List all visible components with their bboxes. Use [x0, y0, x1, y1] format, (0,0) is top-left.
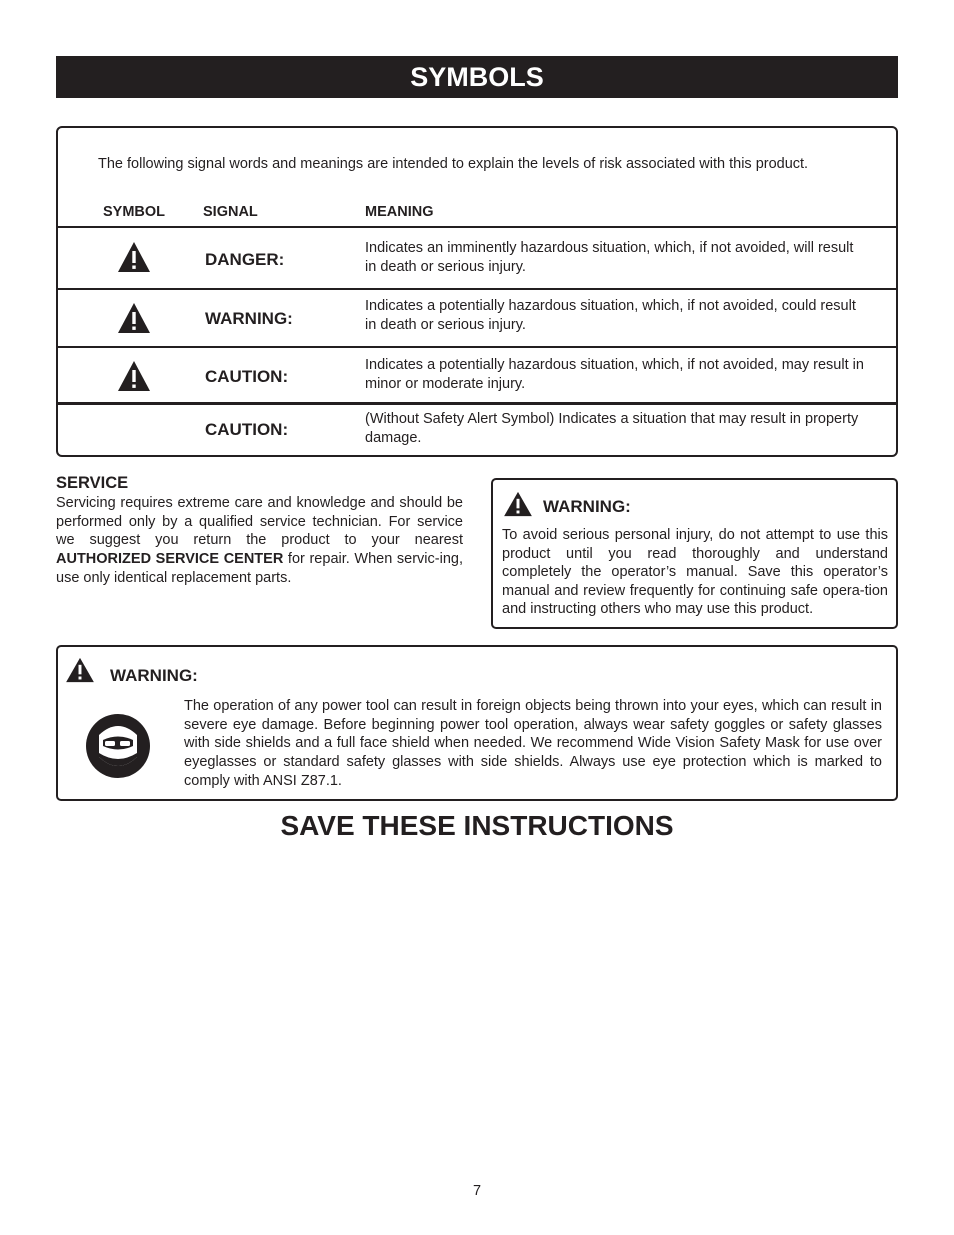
signal-word: WARNING: — [205, 309, 293, 328]
signal-word: DANGER: — [205, 250, 285, 269]
service-text-part: Servicing requires extreme care and knowledge and should be performed only by a qualified service technician. For service we suggest you return the product to your nearest — [56, 495, 463, 549]
symbols-intro: The following signal words and meanings are intended to explain the levels of risk associated with this product. — [98, 156, 809, 172]
service-heading: SERVICE — [56, 474, 129, 492]
header-signal: SIGNAL — [203, 204, 258, 220]
table-row-caution-no-symbol — [58, 402, 896, 458]
signal-word: CAUTION: — [205, 420, 289, 439]
table-row-danger — [58, 226, 896, 288]
warning-heading: WARNING: — [543, 497, 631, 516]
signal-meaning: Indicates a potentially hazardous situation, which, if not avoided, could result in death or serious injury. — [365, 298, 856, 333]
signal-meaning: Indicates a potentially hazardous situation, which, if not avoided, may result in minor or moderate injury. — [365, 357, 864, 392]
header-symbol: SYMBOL — [103, 204, 166, 220]
eye-protection-icon — [85, 713, 151, 779]
save-instructions: SAVE THESE INSTRUCTIONS — [280, 810, 674, 841]
warning-manual-box — [491, 478, 898, 629]
service-text — [56, 494, 463, 588]
service-text-part: for repair. When servic-ing, use only identical replacement parts. — [56, 551, 463, 586]
symbols-table — [56, 126, 898, 457]
header-meaning: MEANING — [365, 204, 434, 220]
authorized-service-center: AUTHORIZED SERVICE CENTER — [56, 551, 284, 568]
safety-alert-icon — [117, 241, 151, 273]
safety-alert-icon — [65, 657, 95, 683]
warning-text: The operation of any power tool can result in foreign objects being thrown into your eyes, which can result in severe eye damage. Before beginning power tool operation, always wear safety goggles or safety glasses with side shields and a full face shield when needed. We recommend Wide Vision Safety Mask for use over eyeglasses or standard safety glasses with side shields. Always use eye protection which is marked to comply with ANSI Z87.1. — [184, 698, 882, 789]
warning-heading: WARNING: — [110, 666, 198, 685]
safety-alert-icon — [117, 302, 151, 334]
page-number: 7 — [472, 1183, 482, 1199]
safety-alert-icon — [117, 360, 151, 392]
table-row-warning — [58, 288, 896, 346]
signal-word: CAUTION: — [205, 367, 289, 386]
signal-meaning: (Without Safety Alert Symbol) Indicates a situation that may result in property damage. — [365, 411, 859, 446]
safety-alert-icon — [503, 491, 533, 517]
table-row-caution — [58, 346, 896, 402]
warning-eye-box — [56, 645, 898, 801]
page-title: SYMBOLS — [56, 56, 898, 98]
warning-text: To avoid serious personal injury, do not attempt to use this product until you read thoroughly and understand completely the operator’s manual. Save this operator’s manual and review frequently for continuing safe opera-tion and instructing others who may use this product. — [502, 527, 888, 617]
signal-meaning: Indicates an imminently hazardous situation, which, if not avoided, will result in death or serious injury. — [365, 240, 854, 275]
